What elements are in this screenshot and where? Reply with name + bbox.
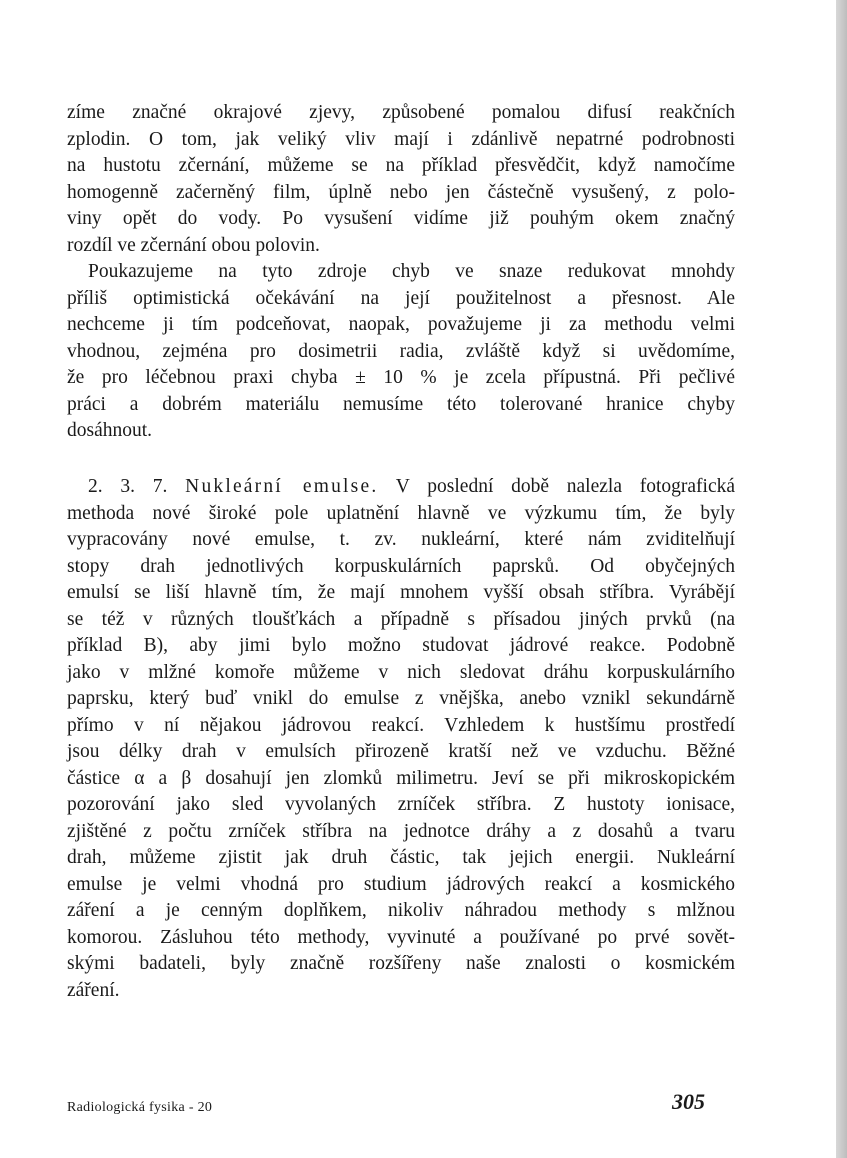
text-line: že pro léčebnou praxi chyba ± 10 % je zcela přípustná. Při pečlivé	[67, 367, 735, 388]
page-number: 305	[672, 1089, 705, 1114]
text-line: se též v různých tloušťkách a případně s přísadou jiných prvků (na	[67, 608, 735, 630]
text-line: jsou délky drah v emulsích přirozeně kratší než ve vzduchu. Běžné	[67, 741, 735, 762]
text-line: vypracovány nové emulse, t. zv. nukleární, které nám zviditelňují	[67, 529, 735, 550]
text-line: nechceme ji tím podceňovat, naopak, považujeme ji za methodu velmi	[67, 314, 735, 335]
text-line: dosáhnout.	[67, 420, 153, 441]
paragraph-1	[67, 100, 735, 259]
text-line: methoda nové široké pole uplatnění hlavně ve výzkumu tím, že byly	[67, 502, 735, 524]
text-line: skými badateli, byly značně rozšířeny naše znalosti o kosmickém	[67, 953, 735, 974]
text-line: záření a je cenným doplňkem, nikoliv náhradou methody s mlžnou	[67, 900, 735, 921]
paragraph-2	[67, 259, 735, 445]
section-first-line-text: V poslední době nalezla fotografická	[395, 476, 736, 497]
section-number: 2. 3. 7.	[88, 476, 168, 497]
text-line: pozorování jako sled vyvolaných zrníček stříbra. Z hustoty ionisace,	[67, 794, 735, 815]
text-line: záření.	[67, 979, 120, 1001]
text-line: paprsku, který buď vnikl do emulse z vnějška, anebo vznikl sekundárně	[67, 688, 735, 709]
text-line: částice α a β dosahují jen zlomků milimetru. Jeví se při mikroskopickém	[67, 767, 735, 789]
text-line: komorou. Zásluhou této methody, vyvinuté a používané po prvé sovět-	[67, 926, 735, 948]
text-line: jako v mlžné komoře můžeme v nich sledovat dráhu korpuskulárního	[67, 661, 735, 683]
text-line: Poukazujeme na tyto zdroje chyb ve snaze redukovat mnohdy	[88, 261, 735, 282]
section-first-line	[67, 474, 735, 501]
text-line: emulse je velmi vhodná pro studium jádrových reakcí a kosmického	[67, 873, 735, 895]
text-line: stopy drah jednotlivých korpuskulárních paprsků. Od obyčejných	[67, 555, 735, 577]
text-line: práci a dobrém materiálu nemusíme této tolerované hranice chyby	[67, 393, 735, 415]
printer-signature: Radiologická fysika - 20	[67, 1100, 213, 1115]
text-line: viny opět do vody. Po vysušení vidíme již pouhým okem značný	[67, 208, 735, 229]
text-line: vhodnou, zejména pro dosimetrii radia, zvláště když si uvědomíme,	[67, 340, 735, 362]
text-line: zplodin. O tom, jak veliký vliv mají i zdánlivě nepatrné podrobnosti	[67, 128, 735, 150]
text-line: zíme značné okrajové zjevy, způsobené pomalou difusí reakčních	[67, 102, 735, 123]
text-line: zjištěné z počtu zrníček stříbra na jednotce dráhy a z dosahů a tvaru	[67, 820, 735, 842]
section-title: Nukleární emulse.	[185, 476, 379, 497]
text-line: drah, můžeme zjistit jak druh částic, tak jejich energii. Nukleární	[67, 847, 735, 868]
text-line: příklad B), aby jimi bylo možno studovat jádrové reakce. Podobně	[67, 635, 735, 656]
scan-edge-shadow	[836, 0, 847, 1158]
text-line: rozdíl ve zčernání obou polovin.	[67, 234, 320, 256]
text-line: emulsí se liší hlavně tím, že mají mnohem vyšší obsah stříbra. Vyrábějí	[67, 582, 735, 603]
section-2-3-7	[67, 474, 735, 1004]
text-line: na hustotu zčernání, můžeme se na příklad přesvědčit, když namočíme	[67, 155, 735, 176]
text-line: příliš optimistická očekávání na její použitelnost a přesnost. Ale	[67, 287, 735, 309]
text-line: přímo v ní nějakou jádrovou reakcí. Vzhledem k hustšímu prostředí	[67, 714, 735, 736]
text-line: homogenně začerněný film, úplně nebo jen částečně vysušený, z polo-	[67, 181, 735, 203]
